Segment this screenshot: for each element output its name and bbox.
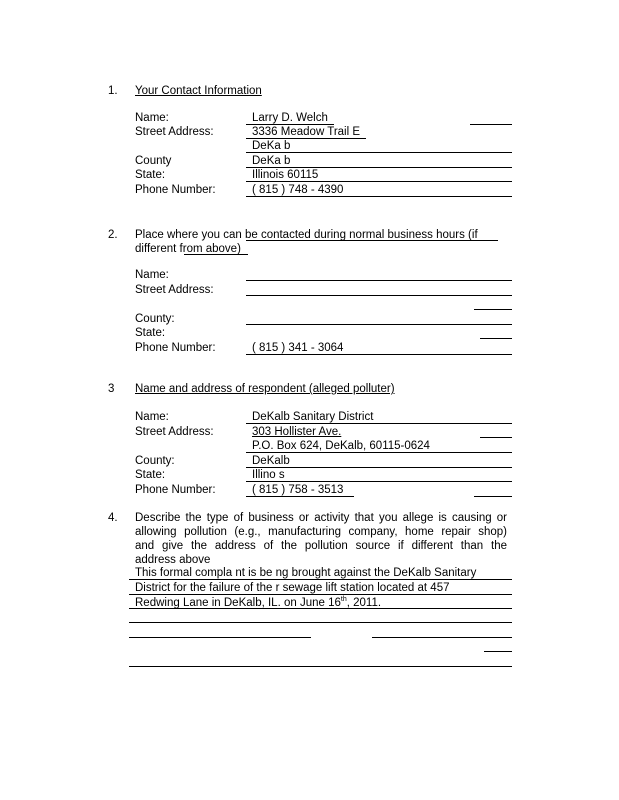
section-2-line-2 xyxy=(184,254,248,255)
contact-phone-value[interactable]: ( 815 ) 748 - 4390 xyxy=(252,184,344,196)
respondent-state-line xyxy=(246,481,512,482)
respondent-county-label: County: xyxy=(135,455,175,467)
section-3-heading: Name and address of respondent (alleged polluter) xyxy=(135,383,395,395)
respondent-name-label: Name: xyxy=(135,411,169,423)
contact-county-label: County xyxy=(135,155,172,167)
business-state-label: State: xyxy=(135,327,166,339)
section-1-heading: Your Contact Information xyxy=(135,85,262,97)
business-state-line[interactable] xyxy=(480,338,512,339)
respondent-phone-line-right xyxy=(474,496,512,497)
section-4-question-line-3: and give the address of the pollution source if different than the xyxy=(135,540,507,552)
business-street-label: Street Address: xyxy=(135,284,214,296)
respondent-street-line-2 xyxy=(246,452,512,453)
section-2-line-1 xyxy=(246,240,498,241)
respondent-state-value[interactable]: Illino s xyxy=(252,469,285,481)
answer-line-1 xyxy=(129,579,512,580)
contact-street-label: Street Address: xyxy=(135,126,214,138)
respondent-county-value[interactable]: DeKalb xyxy=(252,455,290,467)
contact-county-value[interactable]: DeKa b xyxy=(252,155,291,167)
contact-street-value-2[interactable]: DeKa b xyxy=(252,140,291,152)
answer-date-text: Redwing Lane in DeKalb, IL. on June 16 xyxy=(135,597,341,609)
business-county-label: County: xyxy=(135,313,175,325)
contact-name-value[interactable]: Larry D. Welch xyxy=(252,112,328,124)
answer-line-4 xyxy=(129,622,512,623)
contact-name-line-right xyxy=(470,124,512,125)
contact-state-value[interactable]: Illinois 60115 xyxy=(252,169,319,181)
respondent-phone-line xyxy=(246,496,354,497)
contact-state-line xyxy=(246,181,512,182)
contact-street-line-2 xyxy=(246,152,512,153)
respondent-street-label: Street Address: xyxy=(135,426,214,438)
answer-date-ordinal: th xyxy=(340,596,347,604)
respondent-street-line-1 xyxy=(480,437,512,438)
contact-name-label: Name: xyxy=(135,112,169,124)
respondent-name-line xyxy=(246,423,512,424)
contact-street-value-1[interactable]: 3336 Meadow Trail E xyxy=(252,126,361,138)
respondent-county-line xyxy=(246,467,512,468)
respondent-name-value[interactable]: DeKalb Sanitary District xyxy=(252,411,374,423)
answer-line-7 xyxy=(129,666,512,667)
section-3-number: 3 xyxy=(108,383,115,395)
contact-phone-label: Phone Number: xyxy=(135,184,216,196)
answer-line-6 xyxy=(484,651,512,652)
section-4-question-line-2: allowing pollution (e.g., manufacturing company, home repair shop) xyxy=(135,526,507,538)
contact-phone-line xyxy=(246,196,512,197)
answer-line-5b xyxy=(372,637,512,638)
section-4-answer-line-1[interactable]: This formal compla nt is be ng brought against the DeKalb Sanitary xyxy=(135,567,477,579)
section-2-text-2: different from above) xyxy=(135,243,241,255)
business-phone-value[interactable]: ( 815 ) 341 - 3064 xyxy=(252,342,344,354)
respondent-state-label: State: xyxy=(135,469,166,481)
respondent-phone-value[interactable]: ( 815 ) 758 - 3513 xyxy=(252,484,344,496)
business-name-line[interactable] xyxy=(246,280,512,281)
section-4-answer-line-2[interactable]: District for the failure of the r sewage lift station located at 457 xyxy=(135,582,450,594)
answer-line-5a xyxy=(129,637,311,638)
respondent-street-value-1[interactable]: 303 Hollister Ave. xyxy=(252,426,342,438)
business-street-line-2[interactable] xyxy=(474,309,512,310)
section-2-text-1: Place where you can be contacted during normal business hours (if xyxy=(135,229,478,241)
section-1-number: 1. xyxy=(108,85,118,97)
business-county-line[interactable] xyxy=(246,324,512,325)
business-phone-line xyxy=(246,354,512,355)
business-name-label: Name: xyxy=(135,269,169,281)
section-4-number: 4. xyxy=(108,512,118,524)
business-phone-label: Phone Number: xyxy=(135,342,216,354)
respondent-street-value-2[interactable]: P.O. Box 624, DeKalb, 60115-0624 xyxy=(252,440,430,452)
section-2-number: 2. xyxy=(108,229,118,241)
answer-line-2 xyxy=(129,594,512,595)
respondent-phone-label: Phone Number: xyxy=(135,484,216,496)
answer-date-year: , 2011. xyxy=(346,597,382,609)
section-4-question-line-1: Describe the type of business or activity that you allege is causing or xyxy=(135,512,507,524)
answer-line-3 xyxy=(129,608,512,609)
business-street-line-1[interactable] xyxy=(246,295,512,296)
contact-state-label: State: xyxy=(135,169,166,181)
section-4-question-line-4: address above xyxy=(135,554,211,566)
